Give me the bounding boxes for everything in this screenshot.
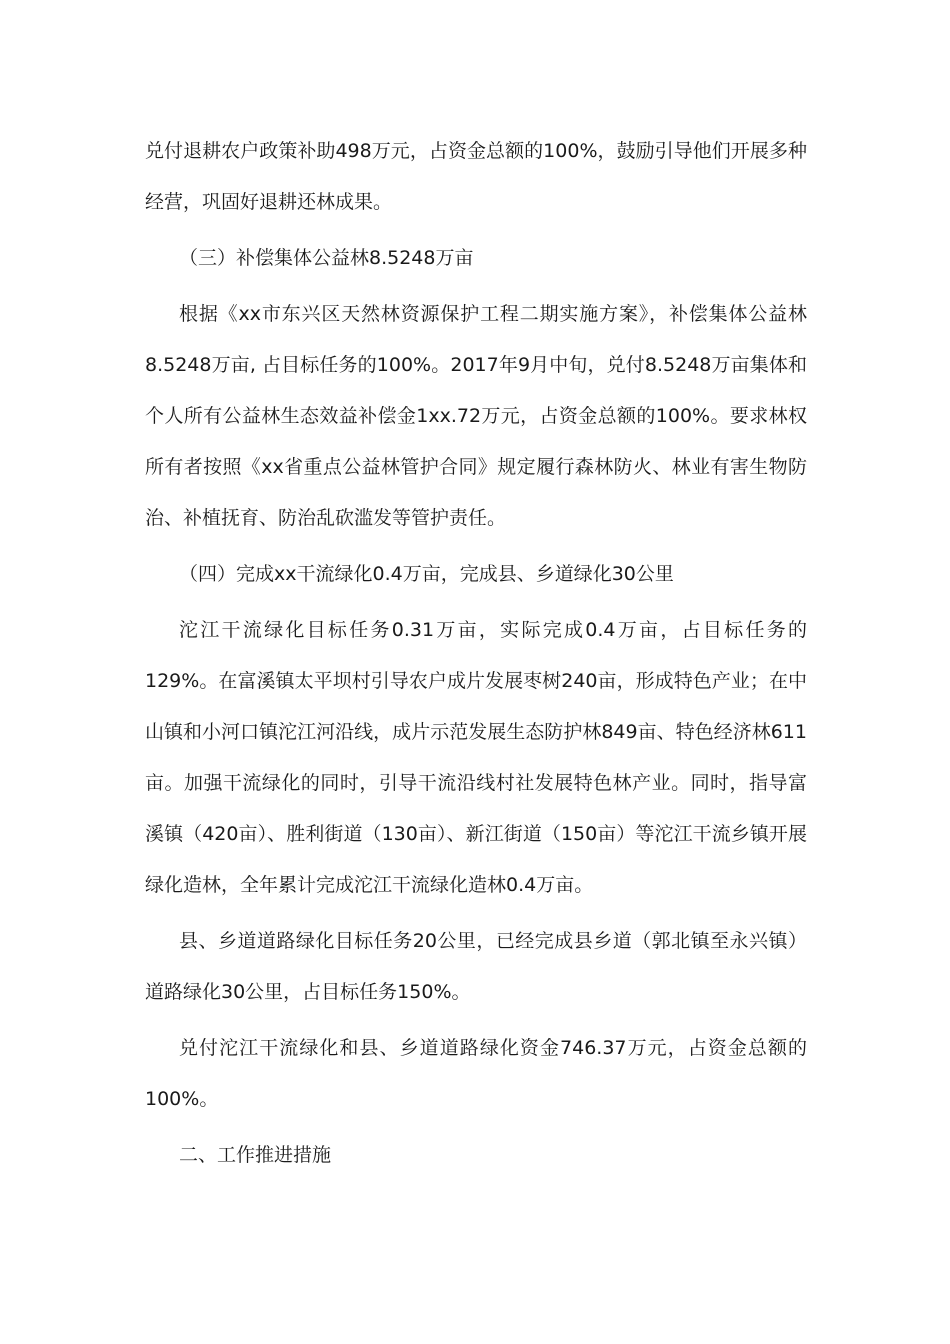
- paragraph-road-greening: 县、乡道道路绿化目标任务20公里，已经完成县乡道（郭北镇至永兴镇）道路绿化30公里，占目标任务150%。: [145, 930, 807, 1003]
- paragraph-river-greening: 沱江干流绿化目标任务0.31万亩，实际完成0.4万亩，占目标任务的129%。在富溪镇太平坝村引导农户成片发展枣树240亩，形成特色产业；在中山镇和小河口镇沱江河沿线，成片示范发展生态防护林849亩、特色经济林611亩。加强干流绿化的同时，引导干流沿线村社发展特色林产业。同时，指导富溪镇（420亩）、胜利街道（130亩）、新江街道（150亩）等沱江干流乡镇开展绿化造林，全年累计完成沱江干流绿化造林0.4万亩。: [145, 619, 807, 896]
- paragraph-greening-funds: 兑付沱江干流绿化和县、乡道道路绿化资金746.37万元，占资金总额的100%。: [145, 1037, 807, 1110]
- paragraph-subsidy-continuation: 兑付退耕农户政策补助498万元，占资金总额的100%，鼓励引导他们开展多种经营，巩固好退耕还林成果。: [145, 140, 807, 213]
- document-body: [145, 126, 807, 1186]
- section-heading-3: （三）补偿集体公益林8.5248万亩: [179, 247, 474, 269]
- section-heading-measures: 二、工作推进措施: [179, 1144, 332, 1166]
- section-heading-4: （四）完成xx干流绿化0.4万亩，完成县、乡道绿化30公里: [179, 563, 674, 585]
- paragraph-public-forest: 根据《xx市东兴区天然林资源保护工程二期实施方案》，补偿集体公益林8.5248万亩, 占目标任务的100%。2017年9月中旬，兑付8.5248万亩集体和个人所有公益林生态效益补偿金1xx.72万元，占资金总额的100%。要求林权所有者按照《xx省重点公益林管护合同》规定履行森林防火、林业有害生物防治、补植抚育、防治乱砍滥发等管护责任。: [145, 303, 807, 529]
